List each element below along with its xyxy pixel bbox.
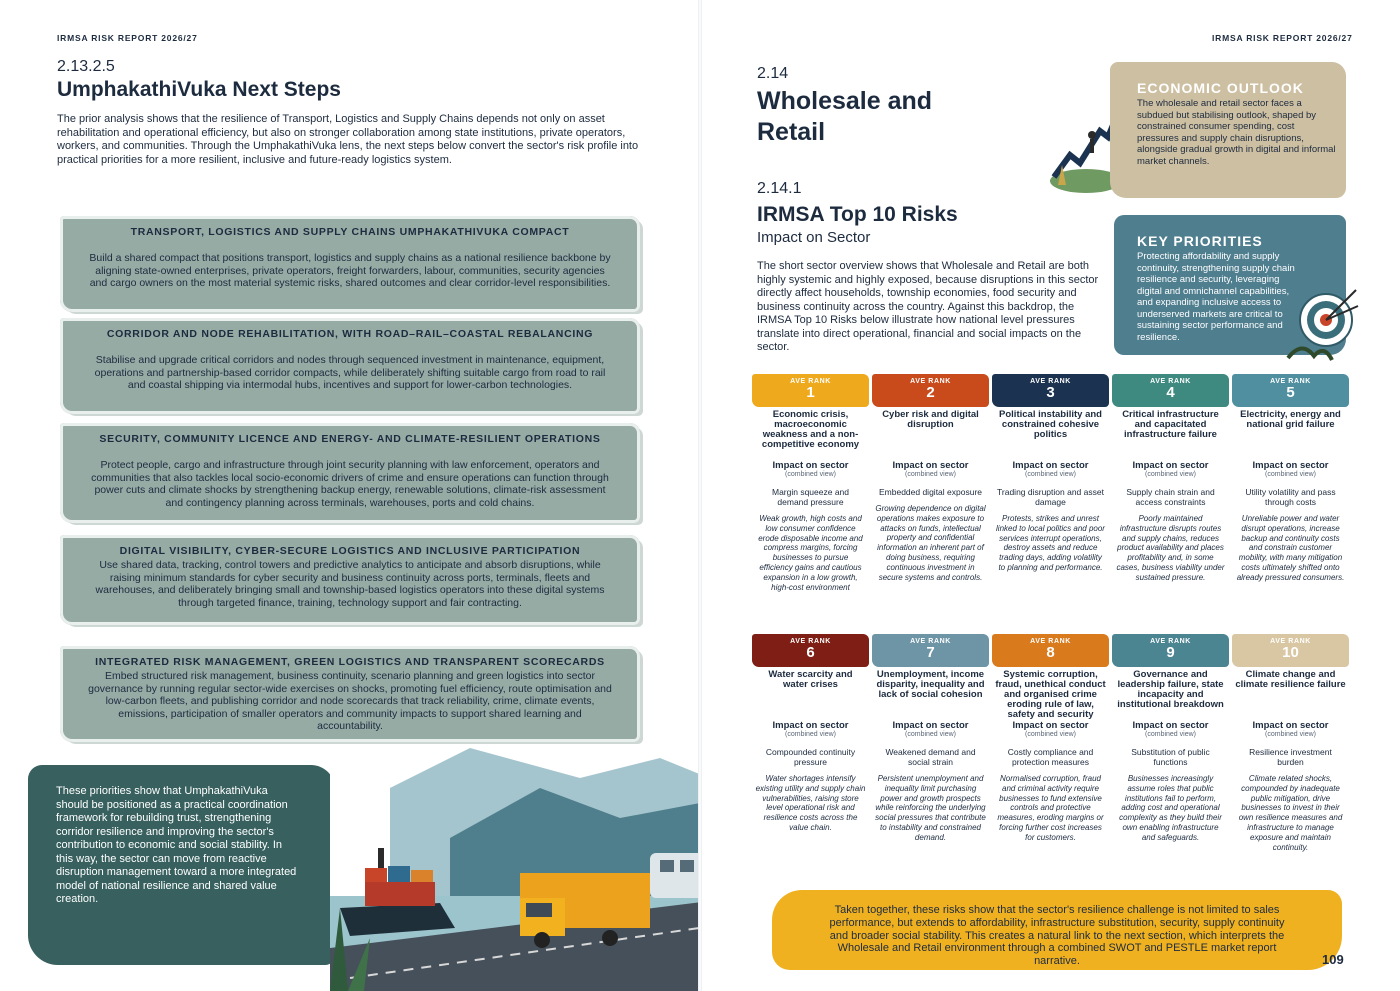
rank-label: AVE RANK	[1150, 378, 1191, 385]
priority-box-compact	[60, 216, 640, 312]
impact-heading: Margin squeeze and demand pressure	[771, 487, 850, 507]
section-title-line: Wholesale and	[757, 87, 933, 115]
priority-box-body: Stabilise and upgrade critical corridors and nodes through sequenced investment in maintenance, equipment, operations and partnership-based corridor compacts, while deliberately shifting suitable cargo from road to rail and coastal shipping via intermodal hubs, incentives and support for lower-carbon technologies.	[94, 354, 606, 391]
section-number: 2.13.2.5	[57, 58, 115, 75]
impact-sub: (combined view)	[1145, 731, 1196, 738]
risk-name: Unemployment, income disparity, inequality and lack of social cohesion	[876, 669, 985, 700]
rank-number: 1	[806, 384, 815, 401]
logistics-scene-illustration	[330, 748, 700, 991]
rank-label: AVE RANK	[1030, 638, 1071, 645]
rank-number: 5	[1286, 384, 1295, 401]
risk-name: Critical infrastructure and capacitated infrastructure failure	[1122, 409, 1219, 440]
rank-banner	[1112, 634, 1229, 667]
impact-description: Weak growth, high costs and low consumer confidence erode disposable income and compress margins, forcing businesses to pursue efficiency gains and cautious expansion in a low growth, high-cost environment	[758, 514, 863, 592]
target-icon	[1282, 278, 1362, 368]
impact-description: Normalised corruption, fraud and criminal activity require businesses to fund extensive controls and protective measures, eroding margins or forcing further cost increases for customers.	[997, 774, 1104, 842]
priority-box-title: TRANSPORT, LOGISTICS AND SUPPLY CHAINS UMPHAKATHIVUKA COMPACT	[130, 226, 570, 238]
subsection-subtitle: Impact on Sector	[757, 229, 871, 246]
risk-row-1	[748, 374, 1348, 619]
impact-heading: Substitution of public functions	[1131, 747, 1210, 767]
risk-card	[1112, 634, 1229, 843]
rank-label: AVE RANK	[1030, 378, 1071, 385]
section-title-line: Retail	[757, 118, 826, 146]
risk-card	[992, 374, 1109, 573]
impact-description: Water shortages intensify existing utility and supply chain vulnerabilities, raising store level operational risk and resilience costs across the value chain.	[755, 774, 866, 832]
impact-sub: (combined view)	[1265, 471, 1316, 478]
section-number: 2.14	[757, 65, 789, 82]
impact-sub: (combined view)	[1145, 471, 1196, 478]
economic-outlook-title: ECONOMIC OUTLOOK	[1137, 80, 1304, 96]
rank-number: 9	[1166, 644, 1175, 661]
risk-name: Electricity, energy and national grid failure	[1240, 409, 1341, 430]
impact-label: Impact on sector	[892, 460, 969, 471]
rank-banner	[1232, 374, 1349, 407]
section-title: UmphakathiVuka Next Steps	[57, 78, 341, 101]
impact-sub: (combined view)	[1025, 471, 1076, 478]
impact-label: Impact on sector	[892, 720, 969, 731]
rank-number: 10	[1282, 644, 1299, 661]
impact-label: Impact on sector	[1252, 720, 1329, 731]
rank-number: 6	[806, 644, 815, 661]
impact-sub: (combined view)	[1265, 731, 1316, 738]
priority-box-body: Build a shared compact that positions transport, logistics and supply chains as a national resilience backbone by aligning state-owned enterprises, private operators, freight forwarders, labour, communities, security agencies and cargo owners on the most material systemic risks, shared outcomes and clear corridor-level responsibilities.	[89, 252, 611, 289]
impact-heading: Embedded digital exposure	[878, 487, 982, 497]
risk-row-2	[748, 634, 1348, 879]
risk-card	[872, 634, 989, 843]
impact-label: Impact on sector	[1012, 460, 1089, 471]
priority-box-title: INTEGRATED RISK MANAGEMENT, GREEN LOGISTICS AND TRANSPARENT SCORECARDS	[95, 656, 605, 668]
rank-banner	[992, 374, 1109, 407]
rank-number: 2	[926, 384, 935, 401]
rank-banner	[872, 634, 989, 667]
section-title	[757, 86, 932, 148]
rank-label: AVE RANK	[1270, 638, 1311, 645]
impact-heading: Resilience investment burden	[1249, 747, 1332, 767]
impact-label: Impact on sector	[772, 720, 849, 731]
impact-description: Businesses increasingly assume roles that public institutions fail to perform, adding cost and operational complexity as they build their own enabling infrastructure and safeguards.	[1119, 774, 1222, 842]
subsection-title: IRMSA Top 10 Risks	[757, 203, 958, 226]
risk-name: Governance and leadership failure, state incapacity and institutional breakdown	[1117, 669, 1224, 710]
rank-number: 4	[1166, 384, 1175, 401]
running-head-right: IRMSA RISK REPORT 2026/27	[1212, 33, 1353, 43]
impact-label: Impact on sector	[1012, 720, 1089, 731]
impact-label: Impact on sector	[1132, 460, 1209, 471]
summary-statement: Taken together, these risks show that the sector's resilience challenge is not limited to sales performance, but extends to affordability, infrastructure substitution, security, supply continuity and broader social stability. This creates a natural link to the next section, which interprets the Wholesale and Retail environment through a combined SWOT and PESTLE market report narrative.	[772, 890, 1342, 970]
impact-heading: Compounded continuity pressure	[765, 747, 856, 767]
impact-heading: Utility volatility and pass through costs	[1245, 487, 1336, 507]
impact-description: Climate related shocks, compounded by inadequate public mitigation, drive businesses to invest in their own resilience measures and infrastructure to manage exposure and maintain continuity.	[1238, 774, 1343, 852]
priority-box-security	[60, 423, 640, 523]
risk-card	[992, 634, 1109, 843]
impact-heading: Supply chain strain and access constraints	[1126, 487, 1215, 507]
impact-label: Impact on sector	[1252, 460, 1329, 471]
rank-banner	[752, 374, 869, 407]
priority-box-title: CORRIDOR AND NODE REHABILITATION, WITH ROAD–RAIL–COASTAL REBALANCING	[106, 328, 594, 340]
priority-box-body: Embed structured risk management, business continuity, scenario planning and green logistics into sector governance by running regular sector-wide exercises on shocks, promoting fuel efficiency, route optimisation and low-carbon fleets, and publishing corridor and node scorecards that track reliability, crime, climate events, emissions, participation of smaller operators and community impacts to support shared learning and accountability.	[88, 670, 612, 732]
risk-card	[1232, 634, 1349, 852]
impact-heading: Costly compliance and protection measures	[1007, 747, 1094, 767]
impact-description: Growing dependence on digital operations makes exposure to attacks on funds, intellectual property and confidential information an inherent part of doing business, requiring continuous investment in secure systems and controls.	[875, 504, 986, 582]
impact-description: Persistent unemployment and inequality limit purchasing power and growth prospects while reinforcing the underlying social pressures that contribute to instability and constrained demand.	[875, 774, 986, 842]
impact-sub: (combined view)	[1025, 731, 1076, 738]
risk-name: Systemic corruption, fraud, unethical conduct and organised crime eroding rule of law, safety and security	[995, 669, 1106, 720]
key-priorities-title: KEY PRIORITIES	[1137, 233, 1263, 249]
priority-box-digital	[60, 535, 640, 625]
sector-intro: The short sector overview shows that Wholesale and Retail are both highly systemic and highly exposed, because disruptions in this sector directly affect households, township economies, food security and business continuity across the country. Against this backdrop, the IRMSA Top 10 Risks below illustrate how national level pressures translate into direct operational, financial and social impacts on the sector.	[757, 260, 1099, 353]
priority-box-integrated	[60, 646, 640, 742]
risk-name: Economic crisis, macroeconomic weakness and a non-competitive economy	[761, 409, 860, 450]
impact-heading: Weakened demand and social strain	[885, 747, 976, 767]
key-priorities-body: Protecting affordability and supply continuity, strengthening supply chain resilience and security, leveraging digital and omnichannel capabilities, and expanding inclusive access to underserved markets are critical to sustaining sector performance and resilience.	[1137, 251, 1295, 343]
rank-banner	[992, 634, 1109, 667]
rank-label: AVE RANK	[790, 378, 831, 385]
impact-heading: Trading disruption and asset damage	[997, 487, 1104, 507]
rank-number: 8	[1046, 644, 1055, 661]
rank-label: AVE RANK	[1150, 638, 1191, 645]
section-intro: The prior analysis shows that the resilience of Transport, Logistics and Supply Chains depends not only on asset rehabilitation and operational efficiency, but also on stronger collaboration among state institutions, private operators, workers, and communities. Through the UmphakathiVuka lens, the next steps below convert the sector's risk profile into practical priorities for a more resilient, inclusive and future-ready logistics system.	[57, 113, 639, 166]
impact-label: Impact on sector	[1132, 720, 1209, 731]
risk-name: Water scarcity and water crises	[768, 669, 853, 690]
impact-label: Impact on sector	[772, 460, 849, 471]
impact-description: Protests, strikes and unrest linked to local politics and poor services interrupt operations, destroy assets and reduce trading days, adding volatility to planning and performance.	[996, 514, 1105, 572]
risk-name: Political instability and constrained cohesive politics	[999, 409, 1102, 440]
rank-banner	[1232, 634, 1349, 667]
rank-label: AVE RANK	[790, 638, 831, 645]
subsection-number: 2.14.1	[757, 180, 802, 197]
economic-outlook-body: The wholesale and retail sector faces a subdued but stabilising outlook, shaped by constrained consumer spending, cost pressures and supply chain disruptions, alongside gradual growth in digital and informal market channels.	[1137, 98, 1336, 167]
rank-label: AVE RANK	[910, 378, 951, 385]
impact-description: Unreliable power and water disrupt operations, increase backup and continuity costs and constrain customer mobility, with many mitigation costs ultimately shifted onto already pressured consumers.	[1236, 514, 1345, 582]
priority-box-corridor	[60, 318, 640, 414]
impact-sub: (combined view)	[905, 471, 956, 478]
priority-box-title: SECURITY, COMMUNITY LICENCE AND ENERGY- AND CLIMATE-RESILIENT OPERATIONS	[99, 433, 601, 445]
economic-outlook-panel	[1110, 62, 1346, 198]
closing-statement: These priorities show that UmphakathiVuka should be positioned as a practical coordination framework for rebuilding trust, strengthening corridor resilience and improving the sector's contribution to economic and social stability. In this way, the sector can move from reactive disruption management toward a more integrated model of national resilience and shared value creation.	[56, 785, 297, 905]
risk-card	[752, 634, 869, 833]
risk-name: Climate change and climate resilience failure	[1235, 669, 1346, 690]
risk-name: Cyber risk and digital disruption	[882, 409, 979, 430]
impact-sub: (combined view)	[785, 731, 836, 738]
risk-card	[1232, 374, 1349, 583]
risk-card	[1112, 374, 1229, 583]
risk-card	[752, 374, 869, 592]
priority-box-title: DIGITAL VISIBILITY, CYBER-SECURE LOGISTICS AND INCLUSIVE PARTICIPATION	[119, 545, 581, 557]
rank-number: 3	[1046, 384, 1055, 401]
page-number: 109	[1322, 952, 1344, 967]
rank-number: 7	[926, 644, 935, 661]
rank-label: AVE RANK	[910, 638, 951, 645]
running-head-left: IRMSA RISK REPORT 2026/27	[57, 33, 198, 43]
impact-sub: (combined view)	[785, 471, 836, 478]
risk-card	[872, 374, 989, 582]
rank-banner	[872, 374, 989, 407]
right-page	[700, 0, 1400, 991]
rank-label: AVE RANK	[1270, 378, 1311, 385]
impact-description: Poorly maintained infrastructure disrupts routes and supply chains, reduces product availability and places profitability and, in some cases, business viability under sustained pressure.	[1116, 514, 1225, 582]
rank-banner	[752, 634, 869, 667]
priority-box-body: Protect people, cargo and infrastructure through joint security planning with law enforcement, operators and communities that also tackles local socio-economic drivers of crime and ensure operations can function through power cuts and climate shocks by strengthening backup energy, renewable solutions, climate-risk assessment and contingency planning across terminals, warehouses, ports and cold chains.	[91, 459, 609, 509]
impact-sub: (combined view)	[905, 731, 956, 738]
priority-box-body: Use shared data, tracking, control towers and predictive analytics to anticipate and absorb disruptions, while raising minimum standards for cyber security and business continuity across ports, terminals, fleets and warehouses, and deliberately bringing small and township-based logistics operators into these digital systems through targeted finance, training, technology support and fair contracting.	[95, 559, 605, 609]
rank-banner	[1112, 374, 1229, 407]
